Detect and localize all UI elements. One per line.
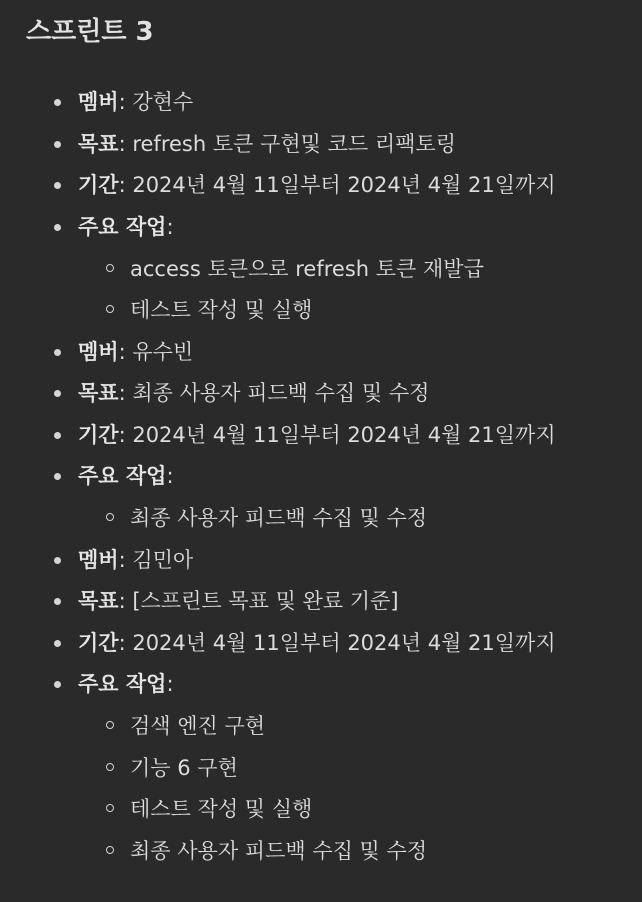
item-key: 멤버 xyxy=(78,90,119,114)
item-key: 기간 xyxy=(78,423,119,447)
bullet-disc-icon xyxy=(54,224,61,231)
bullet-disc-icon xyxy=(54,598,61,605)
list-item: 목표: refresh 토큰 구현및 코드 리팩토링 xyxy=(78,129,456,159)
item-value: 2024년 4월 11일부터 2024년 4월 21일까지 xyxy=(125,423,556,447)
sub-item-text: 최종 사용자 피드백 수집 및 수정 xyxy=(130,839,428,863)
list-item: 멤버: 김민아 xyxy=(78,545,193,575)
sub-list-item xyxy=(130,711,265,741)
bullet-circle-icon xyxy=(106,513,114,521)
bullet-circle-icon xyxy=(106,264,114,272)
sub-item-text: access 토큰으로 refresh 토큰 재발급 xyxy=(130,257,484,281)
page-title: 스프린트 3 xyxy=(26,17,154,47)
item-value: 김민아 xyxy=(125,548,194,572)
item-value: 최종 사용자 피드백 수집 및 수정 xyxy=(125,381,430,405)
sub-list-item xyxy=(130,794,312,824)
sub-item-text: 최종 사용자 피드백 수집 및 수정 xyxy=(130,506,428,530)
item-value: [스프린트 목표 및 완료 기준] xyxy=(125,589,399,613)
bullet-circle-icon xyxy=(106,721,114,729)
bullet-disc-icon xyxy=(54,640,61,647)
sub-list-item xyxy=(130,503,427,533)
sub-item-text: 테스트 작성 및 실행 xyxy=(130,298,313,322)
item-key: 멤버 xyxy=(78,548,119,572)
list-item: 기간: 2024년 4월 11일부터 2024년 4월 21일까지 xyxy=(78,170,556,200)
item-key: 주요 작업 xyxy=(78,464,167,488)
list-item: 주요 작업: xyxy=(78,461,174,491)
bullet-circle-icon xyxy=(106,305,114,313)
bullet-disc-icon xyxy=(54,349,61,356)
bullet-circle-icon xyxy=(106,804,114,812)
list-item: 목표: 최종 사용자 피드백 수집 및 수정 xyxy=(78,378,429,408)
sub-item-text: 테스트 작성 및 실행 xyxy=(130,797,313,821)
bullet-circle-icon xyxy=(106,846,114,854)
item-key: 목표 xyxy=(78,381,119,405)
bullet-disc-icon xyxy=(54,681,61,688)
list-item: 멤버: 유수빈 xyxy=(78,337,193,367)
bullet-disc-icon xyxy=(54,182,61,189)
bullet-disc-icon xyxy=(54,432,61,439)
sub-list-item xyxy=(130,836,427,866)
item-value: 2024년 4월 11일부터 2024년 4월 21일까지 xyxy=(125,173,556,197)
sub-list-item xyxy=(130,254,484,284)
list-item: 멤버: 강현수 xyxy=(78,87,193,117)
bullet-disc-icon xyxy=(54,473,61,480)
item-key: 주요 작업 xyxy=(78,672,167,696)
item-key: 주요 작업 xyxy=(78,215,167,239)
list-item: 주요 작업: xyxy=(78,669,174,699)
item-value: refresh 토큰 구현및 코드 리팩토링 xyxy=(125,132,457,156)
item-key: 목표 xyxy=(78,589,119,613)
bullet-disc-icon xyxy=(54,141,61,148)
item-key: 기간 xyxy=(78,173,119,197)
sub-list-item xyxy=(130,295,312,325)
sub-item-text: 기능 6 구현 xyxy=(130,756,238,780)
sub-list-item xyxy=(130,753,238,783)
list-item: 기간: 2024년 4월 11일부터 2024년 4월 21일까지 xyxy=(78,628,556,658)
item-key: 기간 xyxy=(78,631,119,655)
list-item: 기간: 2024년 4월 11일부터 2024년 4월 21일까지 xyxy=(78,420,556,450)
bullet-disc-icon xyxy=(54,99,61,106)
bullet-circle-icon xyxy=(106,763,114,771)
bullet-disc-icon xyxy=(54,557,61,564)
item-value: 유수빈 xyxy=(125,340,194,364)
item-key: 멤버 xyxy=(78,340,119,364)
item-key: 목표 xyxy=(78,132,119,156)
item-value: 2024년 4월 11일부터 2024년 4월 21일까지 xyxy=(125,631,556,655)
item-value: 강현수 xyxy=(125,90,194,114)
bullet-disc-icon xyxy=(54,390,61,397)
list-item: 목표: [스프린트 목표 및 완료 기준] xyxy=(78,586,399,616)
sub-item-text: 검색 엔진 구현 xyxy=(130,714,266,738)
list-item: 주요 작업: xyxy=(78,212,174,242)
